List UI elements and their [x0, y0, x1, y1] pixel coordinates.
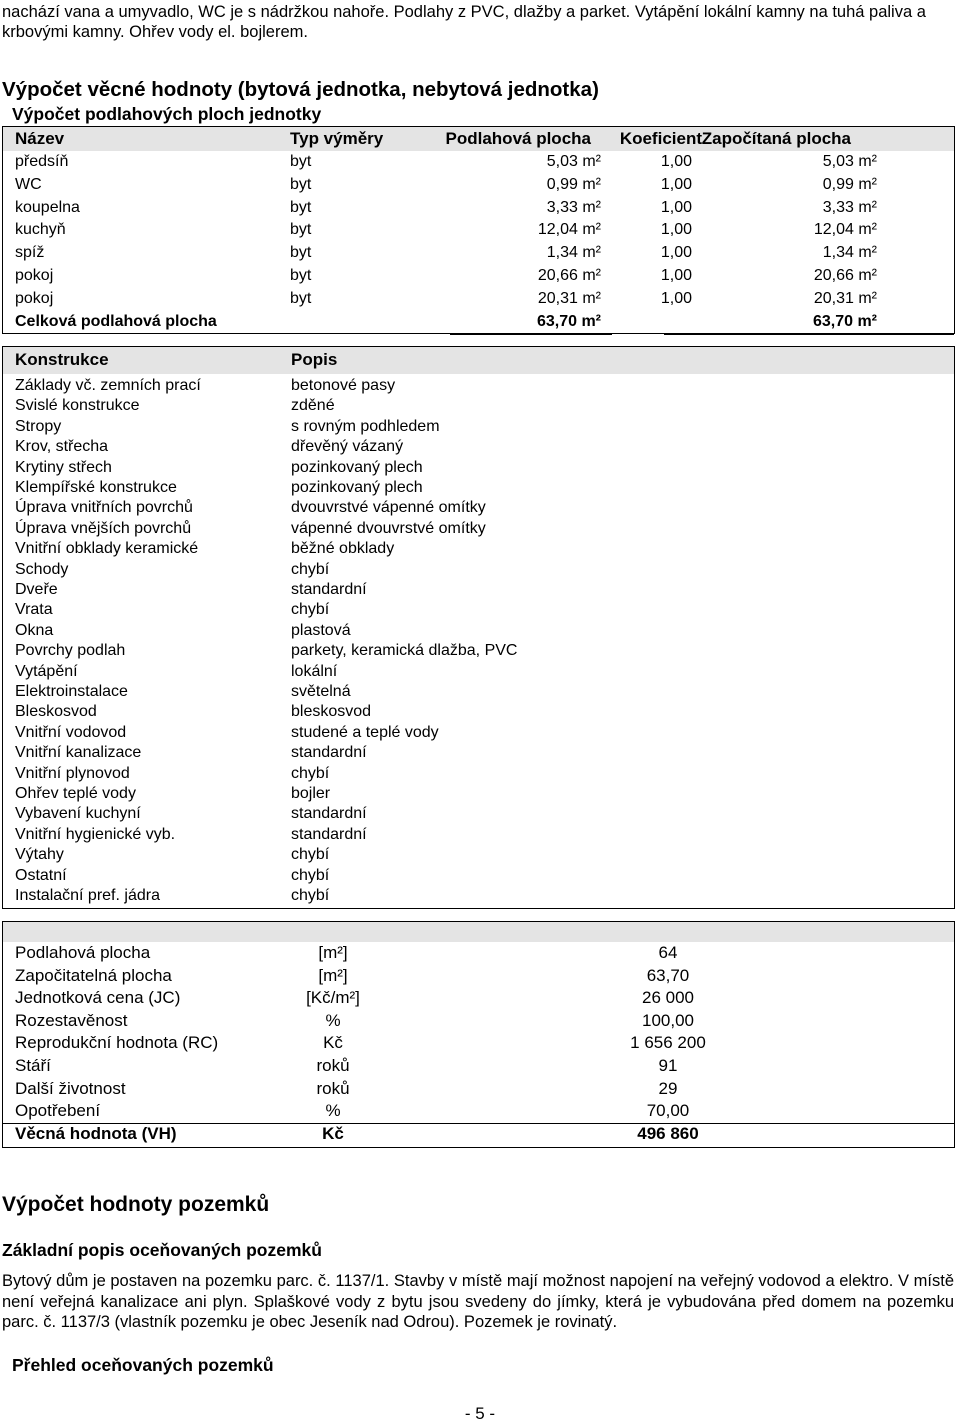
room-name: předsíň — [15, 153, 69, 170]
valuation-label: Stáří — [15, 1056, 51, 1075]
construction-name: Dveře — [15, 581, 58, 598]
valuation-value: 496 860 — [637, 1123, 699, 1143]
land-paragraph: Bytový dům je postaven na pozemku parc. č. 1137/1. Stavby v místě mají možnost napojení na veřejný vodovod a elektro. V místě není veřejná kanalizace ani plyn. Splaškové vody z bytu jsou svedeny do jímky, která je vybudována před domem na pozemku parc. č. 1137/3 (vlastník pozemku je obec Jeseník nad Odrou). Pozemek je rovinatý. — [2, 1272, 954, 1331]
valuation-label: Započitatelná plocha — [15, 965, 172, 985]
construction-row — [3, 702, 954, 722]
construction-row — [3, 866, 954, 886]
col-name: Název — [15, 129, 65, 148]
floor-row — [3, 288, 954, 310]
construction-desc: parkety, keramická dlažba, PVC — [291, 642, 518, 660]
construction-name: Klempířské konstrukce — [15, 479, 177, 496]
intro-text: nachází vana a umyvadlo, WC je s nádržkou nahoře. Podlahy z PVC, dlažby a parket. Vytápění lokální kamny na tuhá paliva a krbovými kamny. Ohřev vody el. bojlerem. — [2, 3, 926, 41]
heading-land-desc: Základní popis oceňovaných pozemků — [2, 1240, 322, 1260]
total-underline — [664, 334, 954, 335]
col-coef: Koeficient — [619, 129, 702, 148]
construction-desc: dvouvrstvé vápenné omítky — [291, 499, 486, 517]
construction-desc: standardní — [291, 581, 367, 598]
valuation-label: Podlahová plocha — [15, 943, 151, 962]
construction-name: Schody — [15, 560, 69, 578]
valuation-label: Další životnost — [15, 1078, 126, 1098]
room-type: byt — [290, 175, 312, 193]
floor-row — [3, 197, 954, 219]
construction-desc: pozinkovaný plech — [291, 479, 423, 496]
valuation-unit: [m²] — [318, 965, 348, 985]
col-description: Popis — [291, 350, 338, 369]
room-area: 0,99 m² — [546, 175, 601, 193]
construction-desc: s rovným podhledem — [291, 417, 440, 435]
room-counted: 5,03 m² — [822, 153, 877, 170]
room-type: byt — [290, 244, 312, 262]
floor-total-row — [3, 311, 954, 333]
construction-row — [3, 396, 954, 416]
page-number: - 5 - — [464, 1404, 496, 1423]
construction-desc: chybí — [291, 560, 330, 578]
construction-row — [3, 804, 954, 824]
construction-row — [3, 682, 954, 702]
valuation-unit: roků — [316, 1078, 350, 1098]
construction-row — [3, 580, 954, 600]
construction-desc: dřevěný vázaný — [291, 438, 404, 456]
construction-name: Vnitřní hygienické vyb. — [15, 825, 176, 843]
construction-table — [2, 346, 955, 909]
room-area: 5,03 m² — [546, 153, 601, 170]
valuation-unit: Kč — [323, 1033, 343, 1053]
construction-row — [3, 498, 954, 518]
valuation-unit: [Kč/m²] — [306, 988, 360, 1008]
room-name: WC — [15, 175, 42, 193]
construction-desc: bojler — [291, 785, 331, 802]
col-type: Typ výměry — [290, 129, 384, 148]
room-area: 12,04 m² — [537, 221, 601, 239]
heading-land: Výpočet hodnoty pozemků — [2, 1193, 270, 1216]
construction-row — [3, 560, 954, 580]
valuation-table-header — [3, 922, 954, 942]
construction-name: Vnitřní vodovod — [15, 723, 127, 741]
valuation-label: Rozestavěnost — [15, 1010, 128, 1030]
valuation-value: 70,00 — [646, 1101, 690, 1121]
valuation-label: Jednotková cena (JC) — [15, 988, 181, 1008]
construction-name: Výtahy — [15, 846, 64, 864]
total-area: 63,70 m² — [536, 312, 601, 330]
construction-name: Okna — [15, 621, 54, 639]
total-separator — [3, 1123, 954, 1124]
construction-name: Stropy — [15, 417, 62, 435]
construction-row — [3, 417, 954, 437]
room-counted: 3,33 m² — [822, 198, 877, 216]
total-underline — [450, 334, 612, 335]
room-area: 20,66 m² — [537, 267, 601, 284]
construction-desc: zděné — [291, 397, 335, 415]
floor-row — [3, 265, 954, 287]
valuation-value: 29 — [658, 1078, 678, 1098]
valuation-unit: [m²] — [318, 943, 348, 962]
construction-name: Vnitřní plynovod — [15, 764, 130, 782]
floor-row — [3, 151, 954, 173]
construction-name: Vnitřní obklady keramické — [15, 540, 199, 558]
construction-row — [3, 458, 954, 478]
room-name: koupelna — [15, 198, 80, 216]
construction-desc: chybí — [291, 866, 330, 884]
valuation-value: 64 — [658, 943, 678, 962]
construction-name: Bleskosvod — [15, 703, 97, 721]
valuation-value: 100,00 — [642, 1010, 694, 1030]
col-area: Podlahová plocha — [445, 129, 591, 148]
room-type: byt — [290, 198, 312, 216]
room-type: byt — [290, 221, 312, 239]
total-counted: 63,70 m² — [812, 312, 877, 330]
room-area: 3,33 m² — [546, 198, 601, 216]
valuation-row — [3, 1078, 954, 1101]
floor-row — [3, 219, 954, 241]
construction-desc: vápenné dvouvrstvé omítky — [291, 519, 486, 537]
floor-row — [3, 242, 954, 264]
room-counted: 12,04 m² — [813, 221, 877, 239]
valuation-row — [3, 1010, 954, 1033]
construction-row — [3, 723, 954, 743]
valuation-row — [3, 942, 954, 965]
construction-desc: betonové pasy — [291, 377, 396, 394]
room-counted: 20,31 m² — [813, 289, 877, 307]
heading-land-overview: Přehled oceňovaných pozemků — [12, 1355, 274, 1375]
room-type: byt — [290, 289, 312, 307]
room-coef: 1,00 — [660, 244, 692, 262]
heading-main: Výpočet věcné hodnoty (bytová jednotka, nebytová jednotka) — [2, 78, 599, 101]
construction-desc: standardní — [291, 825, 367, 843]
room-counted: 1,34 m² — [822, 244, 877, 262]
construction-name: Základy vč. zemních prací — [15, 377, 201, 394]
valuation-value: 91 — [658, 1056, 678, 1075]
construction-row — [3, 641, 954, 661]
room-coef: 1,00 — [660, 267, 692, 284]
valuation-label: Věcná hodnota (VH) — [15, 1123, 177, 1143]
room-name: spíž — [15, 244, 45, 262]
room-name: kuchyň — [15, 221, 66, 239]
valuation-label: Reprodukční hodnota (RC) — [15, 1033, 219, 1053]
construction-row — [3, 743, 954, 763]
valuation-row — [3, 987, 954, 1010]
col-construction: Konstrukce — [15, 350, 109, 369]
valuation-table — [2, 921, 955, 1148]
construction-name: Instalační pref. jádra — [15, 887, 160, 904]
construction-name: Vytápění — [15, 662, 78, 680]
construction-name: Krov, střecha — [15, 438, 109, 456]
construction-desc: pozinkovaný plech — [291, 458, 423, 476]
construction-row — [3, 662, 954, 682]
construction-table-header — [3, 347, 954, 374]
construction-desc: bleskosvod — [291, 703, 372, 721]
construction-name: Ohřev teplé vody — [15, 785, 136, 802]
valuation-label: Opotřebení — [15, 1101, 101, 1121]
room-name: pokoj — [15, 267, 54, 284]
valuation-row — [3, 1055, 954, 1078]
valuation-total-row — [3, 1123, 954, 1146]
construction-name: Svislé konstrukce — [15, 397, 140, 415]
construction-row — [3, 784, 954, 804]
valuation-unit: % — [325, 1101, 341, 1121]
room-coef: 1,00 — [660, 198, 692, 216]
construction-name: Povrchy podlah — [15, 642, 126, 660]
construction-name: Krytiny střech — [15, 458, 112, 476]
heading-floors: Výpočet podlahových ploch jednotky — [12, 104, 322, 124]
valuation-row — [3, 965, 954, 988]
total-label: Celková podlahová plocha — [15, 312, 217, 330]
construction-desc: plastová — [291, 621, 351, 639]
construction-desc: studené a teplé vody — [291, 723, 439, 741]
construction-row — [3, 621, 954, 641]
construction-row — [3, 845, 954, 865]
construction-name: Ostatní — [15, 866, 67, 884]
floor-area-table — [2, 126, 955, 334]
room-coef: 1,00 — [660, 153, 692, 170]
construction-desc: chybí — [291, 846, 330, 864]
construction-name: Úprava vnitřních povrchů — [15, 499, 193, 517]
room-type: byt — [290, 153, 312, 170]
floor-row — [3, 174, 954, 196]
construction-row — [3, 886, 954, 906]
valuation-row — [3, 1100, 954, 1123]
room-type: byt — [290, 267, 312, 284]
construction-name: Elektroinstalace — [15, 683, 128, 700]
construction-row — [3, 437, 954, 457]
construction-name: Úprava vnějších povrchů — [15, 519, 192, 537]
construction-desc: standardní — [291, 805, 367, 823]
construction-row — [3, 825, 954, 845]
valuation-unit: Kč — [322, 1123, 344, 1143]
room-area: 1,34 m² — [546, 244, 601, 262]
valuation-unit: roků — [316, 1056, 350, 1075]
room-counted: 20,66 m² — [813, 267, 877, 284]
room-name: pokoj — [15, 289, 54, 307]
valuation-value: 63,70 — [646, 965, 690, 985]
construction-row — [3, 539, 954, 559]
col-counted: Započítaná plocha — [701, 129, 851, 148]
construction-desc: chybí — [291, 764, 330, 782]
valuation-value: 26 000 — [642, 988, 694, 1008]
construction-row — [3, 478, 954, 498]
construction-desc: chybí — [291, 601, 330, 619]
room-coef: 1,00 — [660, 175, 692, 193]
valuation-row — [3, 1032, 954, 1055]
construction-desc: standardní — [291, 744, 367, 762]
construction-name: Vrata — [15, 601, 53, 619]
construction-name: Vybavení kuchyní — [15, 805, 141, 823]
valuation-unit: % — [325, 1010, 341, 1030]
construction-row — [3, 376, 954, 396]
construction-desc: světelná — [291, 683, 351, 700]
room-coef: 1,00 — [660, 289, 692, 307]
construction-desc: běžné obklady — [291, 540, 395, 558]
construction-row — [3, 764, 954, 784]
floor-table-header — [3, 127, 954, 151]
construction-name: Vnitřní kanalizace — [15, 744, 142, 762]
room-counted: 0,99 m² — [822, 175, 877, 193]
construction-row — [3, 600, 954, 620]
valuation-value: 1 656 200 — [630, 1033, 706, 1053]
room-coef: 1,00 — [660, 221, 692, 239]
construction-row — [3, 519, 954, 539]
construction-desc: lokální — [291, 662, 338, 680]
room-area: 20,31 m² — [537, 289, 601, 307]
construction-desc: chybí — [291, 887, 330, 904]
